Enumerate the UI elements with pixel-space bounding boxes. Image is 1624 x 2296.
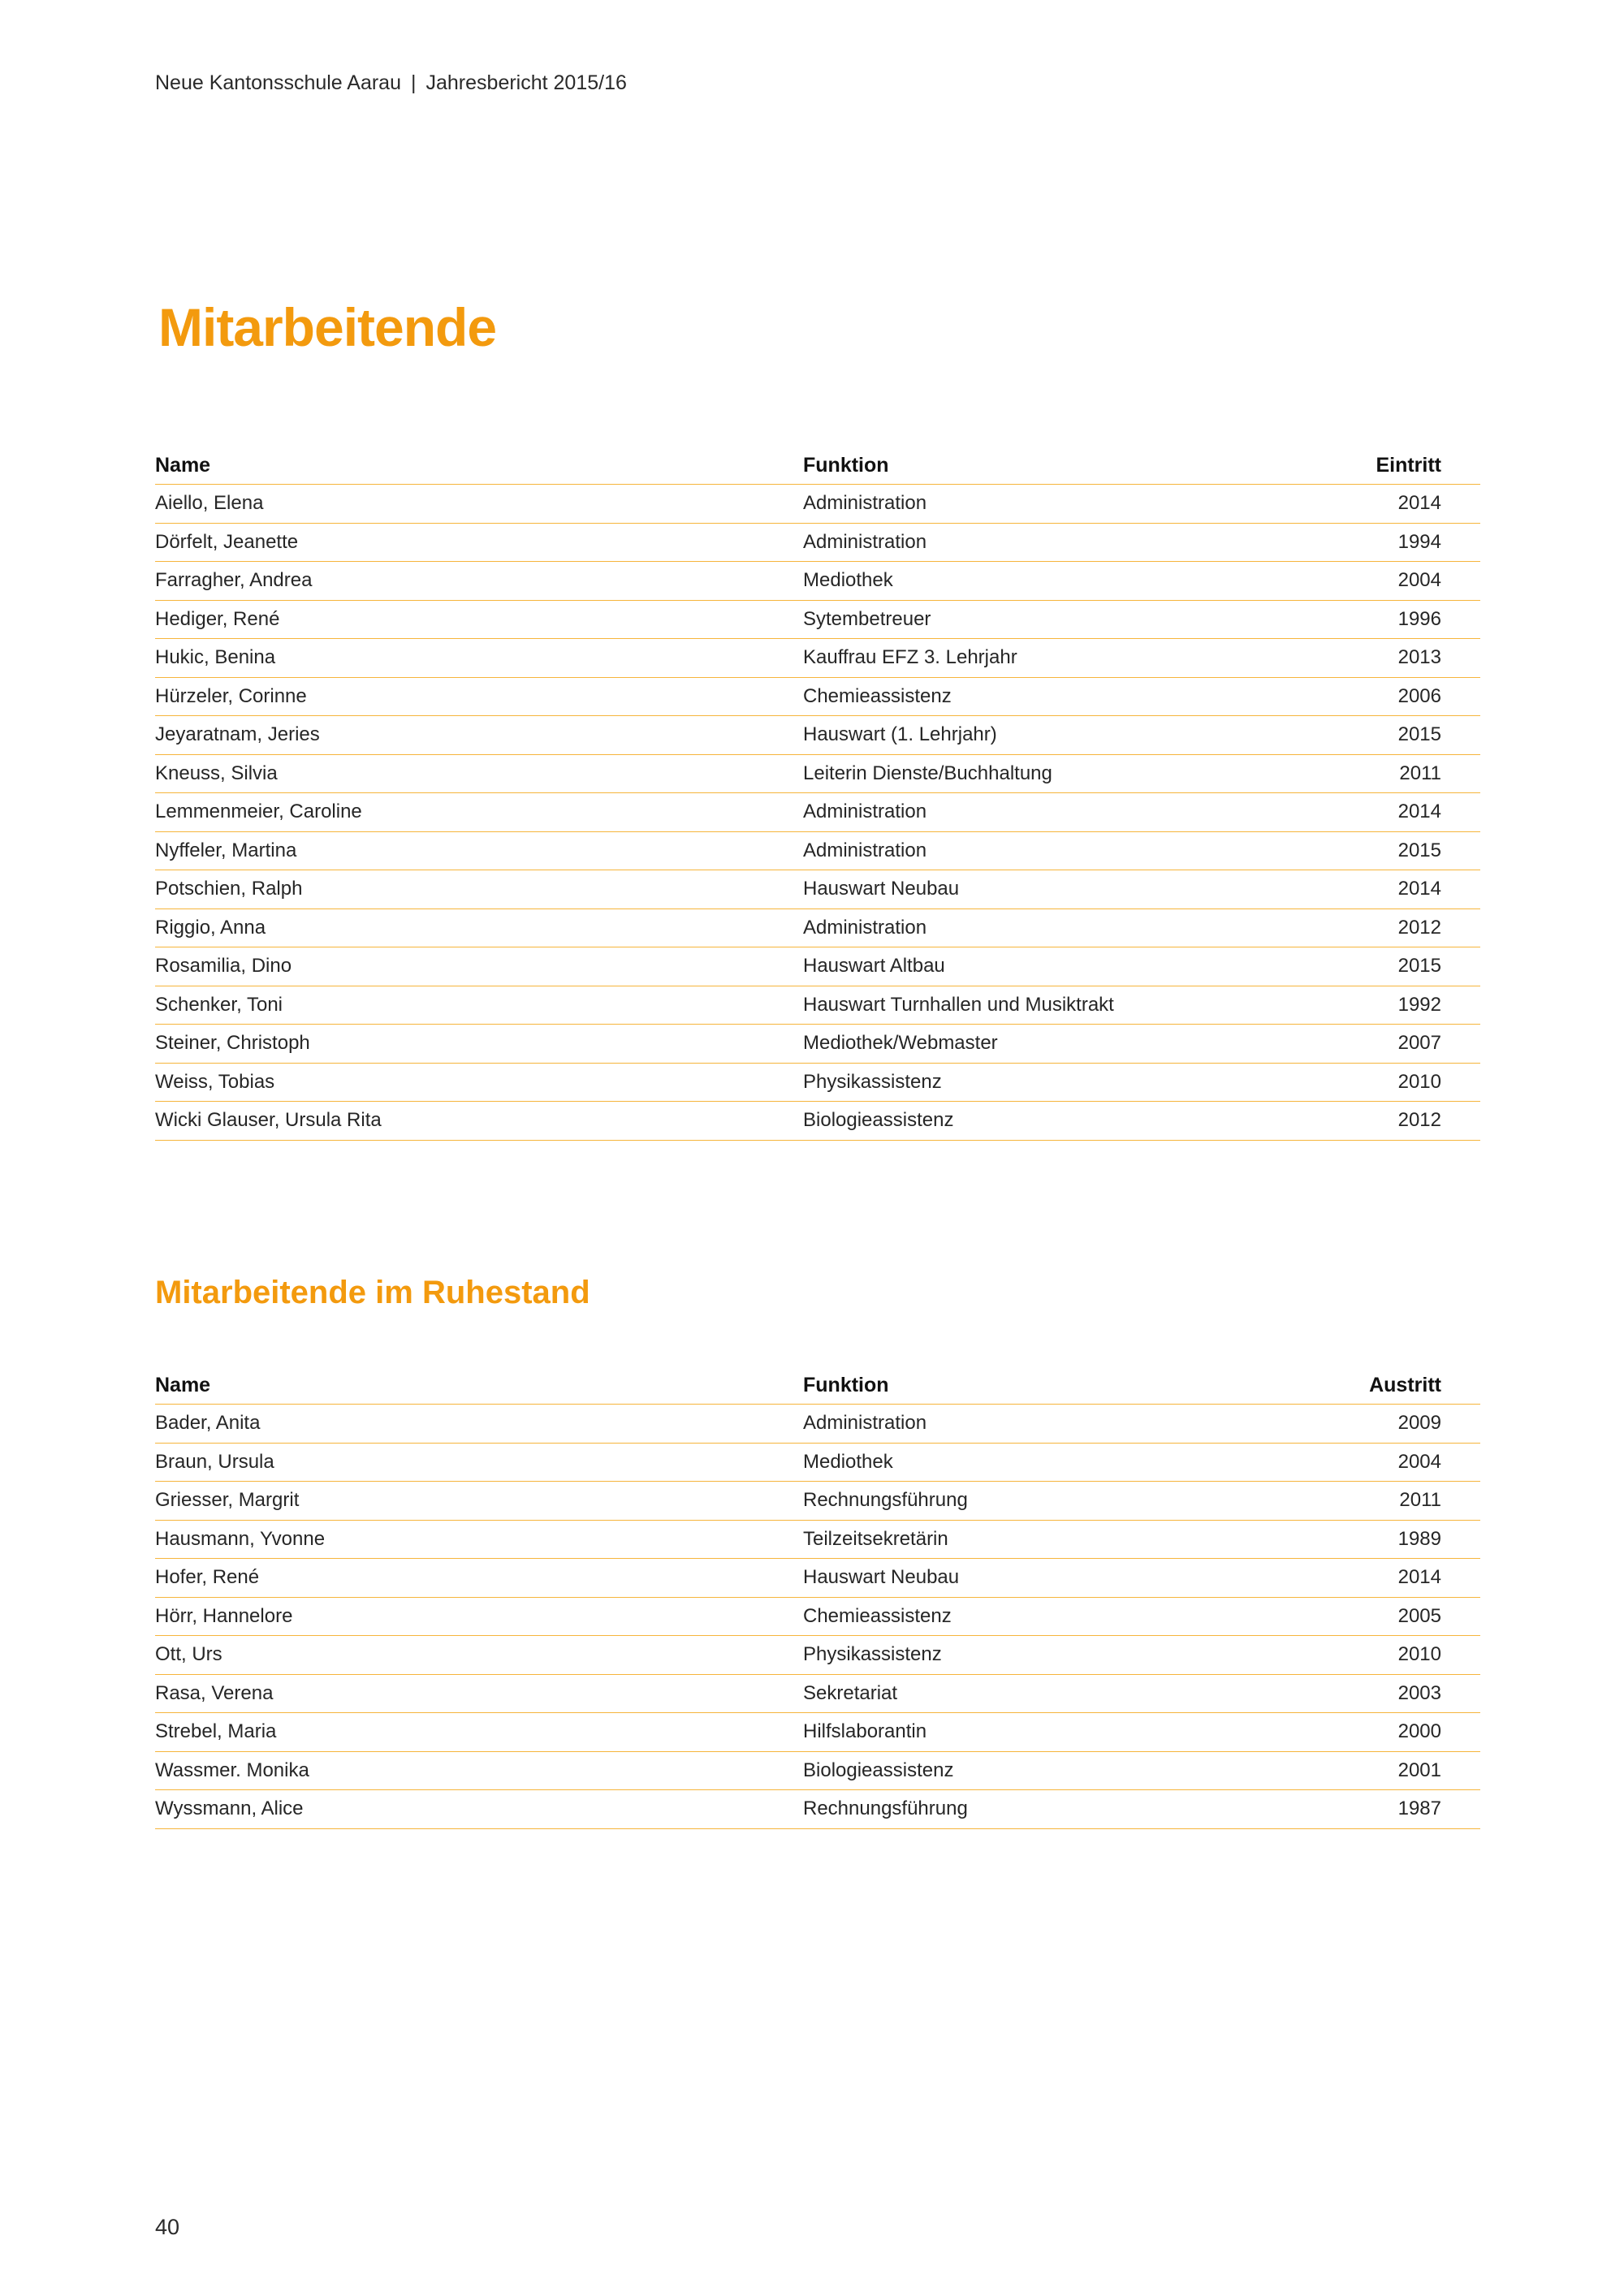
table-row [155, 793, 1480, 832]
report-title: Jahresbericht 2015/16 [425, 71, 627, 94]
cell-year: 1987 [1342, 1790, 1480, 1829]
cell-name: Weiss, Tobias [155, 1063, 803, 1102]
table-header-row [155, 447, 1480, 485]
cell-year: 2000 [1342, 1713, 1480, 1752]
cell-name: Dörfelt, Jeanette [155, 523, 803, 562]
cell-year: 1996 [1342, 600, 1480, 639]
cell-function: Administration [803, 793, 1342, 832]
cell-name: Hukic, Benina [155, 639, 803, 678]
column-header-function: Funktion [803, 1366, 1342, 1405]
cell-function: Teilzeitsekretärin [803, 1520, 1342, 1559]
table-row [155, 1443, 1480, 1482]
cell-name: Hofer, René [155, 1559, 803, 1598]
column-header-exit-year: Austritt [1342, 1366, 1480, 1405]
table-row [155, 908, 1480, 947]
table-row [155, 870, 1480, 909]
cell-function: Biologieassistenz [803, 1751, 1342, 1790]
cell-function: Hauswart Neubau [803, 870, 1342, 909]
cell-name: Hürzeler, Corinne [155, 677, 803, 716]
running-header [155, 71, 627, 95]
page-number: 40 [155, 2215, 180, 2239]
cell-year: 2015 [1342, 831, 1480, 870]
cell-year: 2014 [1342, 870, 1480, 909]
cell-year: 2001 [1342, 1751, 1480, 1790]
table-row [155, 1482, 1480, 1521]
cell-name: Hausmann, Yvonne [155, 1520, 803, 1559]
table-row [155, 1674, 1480, 1713]
table-row [155, 1520, 1480, 1559]
column-header-name: Name [155, 447, 803, 485]
cell-year: 2004 [1342, 562, 1480, 601]
cell-function: Administration [803, 1405, 1342, 1444]
cell-year: 2013 [1342, 639, 1480, 678]
column-header-entry-year: Eintritt [1342, 447, 1480, 485]
cell-name: Steiner, Christoph [155, 1025, 803, 1064]
cell-name: Wicki Glauser, Ursula Rita [155, 1102, 803, 1141]
column-header-name: Name [155, 1366, 803, 1405]
cell-year: 2011 [1342, 754, 1480, 793]
table-row [155, 986, 1480, 1025]
cell-function: Administration [803, 908, 1342, 947]
cell-year: 2006 [1342, 677, 1480, 716]
table-row [155, 716, 1480, 755]
cell-function: Chemieassistenz [803, 1597, 1342, 1636]
cell-year: 2011 [1342, 1482, 1480, 1521]
table-row [155, 1597, 1480, 1636]
cell-name: Hörr, Hannelore [155, 1597, 803, 1636]
cell-name: Braun, Ursula [155, 1443, 803, 1482]
cell-function: Kauffrau EFZ 3. Lehrjahr [803, 639, 1342, 678]
cell-name: Wassmer. Monika [155, 1751, 803, 1790]
cell-name: Farragher, Andrea [155, 562, 803, 601]
cell-year: 2003 [1342, 1674, 1480, 1713]
cell-year: 2014 [1342, 1559, 1480, 1598]
cell-name: Schenker, Toni [155, 986, 803, 1025]
table-row [155, 1063, 1480, 1102]
header-separator: | [411, 71, 417, 94]
cell-function: Mediothek/Webmaster [803, 1025, 1342, 1064]
cell-name: Wyssmann, Alice [155, 1790, 803, 1829]
cell-name: Bader, Anita [155, 1405, 803, 1444]
cell-name: Kneuss, Silvia [155, 754, 803, 793]
cell-function: Sytembetreuer [803, 600, 1342, 639]
cell-function: Physikassistenz [803, 1636, 1342, 1675]
cell-name: Rosamilia, Dino [155, 947, 803, 986]
cell-year: 2014 [1342, 793, 1480, 832]
cell-name: Jeyaratnam, Jeries [155, 716, 803, 755]
table-row [155, 1636, 1480, 1675]
column-header-function: Funktion [803, 447, 1342, 485]
table-row [155, 1405, 1480, 1444]
cell-function: Biologieassistenz [803, 1102, 1342, 1141]
cell-name: Potschien, Ralph [155, 870, 803, 909]
table-row [155, 947, 1480, 986]
cell-function: Rechnungsführung [803, 1790, 1342, 1829]
cell-function: Hauswart (1. Lehrjahr) [803, 716, 1342, 755]
cell-year: 1992 [1342, 986, 1480, 1025]
cell-function: Hauswart Neubau [803, 1559, 1342, 1598]
cell-year: 2010 [1342, 1636, 1480, 1675]
cell-function: Chemieassistenz [803, 677, 1342, 716]
cell-name: Rasa, Verena [155, 1674, 803, 1713]
table-row [155, 562, 1480, 601]
cell-year: 2007 [1342, 1025, 1480, 1064]
retired-section-title: Mitarbeitende im Ruhestand [155, 1275, 590, 1310]
cell-function: Mediothek [803, 1443, 1342, 1482]
page-title: Mitarbeitende [158, 297, 497, 357]
cell-name: Hediger, René [155, 600, 803, 639]
table-row [155, 1713, 1480, 1752]
cell-year: 2012 [1342, 908, 1480, 947]
cell-name: Ott, Urs [155, 1636, 803, 1675]
table-row [155, 600, 1480, 639]
table-row [155, 754, 1480, 793]
cell-year: 1994 [1342, 523, 1480, 562]
cell-name: Strebel, Maria [155, 1713, 803, 1752]
cell-name: Aiello, Elena [155, 485, 803, 524]
cell-name: Nyffeler, Martina [155, 831, 803, 870]
cell-year: 2014 [1342, 485, 1480, 524]
staff-table [155, 447, 1480, 1141]
table-row [155, 1025, 1480, 1064]
cell-function: Administration [803, 831, 1342, 870]
table-row [155, 1559, 1480, 1598]
cell-year: 2015 [1342, 716, 1480, 755]
cell-name: Griesser, Margrit [155, 1482, 803, 1521]
table-row [155, 1790, 1480, 1829]
table-row [155, 523, 1480, 562]
cell-year: 2012 [1342, 1102, 1480, 1141]
table-header-row [155, 1366, 1480, 1405]
cell-function: Administration [803, 523, 1342, 562]
cell-function: Hauswart Turnhallen und Musiktrakt [803, 986, 1342, 1025]
cell-name: Lemmenmeier, Caroline [155, 793, 803, 832]
table-row [155, 639, 1480, 678]
cell-function: Hilfslaborantin [803, 1713, 1342, 1752]
cell-name: Riggio, Anna [155, 908, 803, 947]
cell-function: Sekretariat [803, 1674, 1342, 1713]
cell-year: 2015 [1342, 947, 1480, 986]
cell-function: Physikassistenz [803, 1063, 1342, 1102]
school-name: Neue Kantonsschule Aarau [155, 71, 401, 94]
cell-function: Rechnungsführung [803, 1482, 1342, 1521]
table-row [155, 1102, 1480, 1141]
table-row [155, 677, 1480, 716]
cell-function: Hauswart Altbau [803, 947, 1342, 986]
cell-year: 2010 [1342, 1063, 1480, 1102]
cell-year: 2009 [1342, 1405, 1480, 1444]
table-row [155, 1751, 1480, 1790]
cell-function: Mediothek [803, 562, 1342, 601]
table-row [155, 485, 1480, 524]
cell-year: 2004 [1342, 1443, 1480, 1482]
cell-year: 1989 [1342, 1520, 1480, 1559]
cell-year: 2005 [1342, 1597, 1480, 1636]
cell-function: Leiterin Dienste/Buchhaltung [803, 754, 1342, 793]
retired-staff-table [155, 1366, 1480, 1829]
cell-function: Administration [803, 485, 1342, 524]
table-row [155, 831, 1480, 870]
